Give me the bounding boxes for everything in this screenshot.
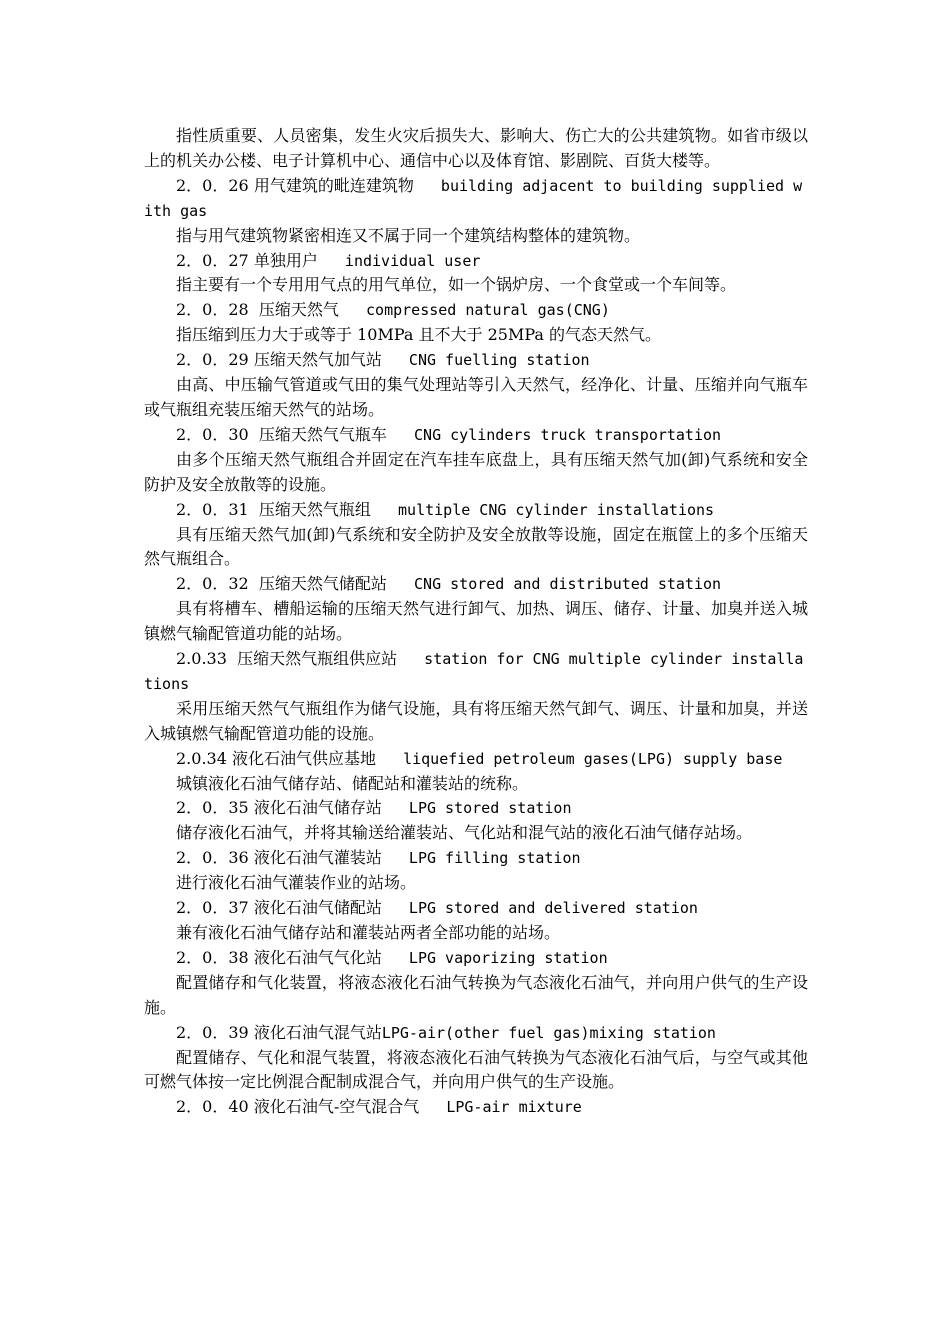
term-heading bbox=[144, 498, 808, 523]
term-heading bbox=[144, 1021, 808, 1046]
term-chinese: 单独用户 bbox=[253, 250, 318, 270]
term-english: building adjacent to building supplied with gas bbox=[144, 176, 803, 220]
term-number: 2．0．28 bbox=[176, 300, 259, 320]
term-heading bbox=[144, 423, 808, 448]
term-heading bbox=[144, 298, 808, 323]
term-definition: 配置储存和气化装置，将液态液化石油气转换为气态液化石油气，并向用户供气的生产设施。 bbox=[144, 972, 808, 1017]
term-definition: 城镇液化石油气储存站、储配站和灌装站的统称。 bbox=[176, 773, 529, 793]
term-english: multiple CNG cylinder installations bbox=[370, 500, 715, 519]
term-english: LPG stored and delivered station bbox=[381, 899, 698, 918]
term-heading bbox=[144, 647, 808, 697]
term-number: 2．0．30 bbox=[176, 424, 259, 444]
term-english: LPG-air(other fuel gas)mixing station bbox=[381, 1023, 716, 1042]
term-definition: 配置储存、气化和混气装置，将液态液化石油气转换为气态液化石油气后，与空气或其他可燃气体按一定比例混合配制成混合气，并向用户供气的生产设施。 bbox=[144, 1047, 808, 1092]
term-chinese: 液化石油气供应基地 bbox=[231, 748, 376, 768]
term-number: 2．0．38 bbox=[176, 947, 254, 967]
term-chinese: 压缩天然气瓶组供应站 bbox=[237, 649, 398, 669]
term-definition: 指与用气建筑物紧密相连又不属于同一个建筑结构整体的建筑物。 bbox=[176, 225, 641, 245]
term-chinese: 液化石油气-空气混合气 bbox=[253, 1097, 420, 1117]
document-page bbox=[144, 124, 808, 1120]
term-definition: 指压缩到压力大于或等于 10MPa 且不大于 25MPa 的气态天然气。 bbox=[176, 325, 662, 345]
term-definition: 指性质重要、人员密集，发生火灾后损失大、影响大、伤亡大的公共建筑物。如省市级以上的机关办公楼、电子计算机中心、通信中心以及体育馆、影剧院、百货大楼等。 bbox=[144, 126, 808, 170]
term-english: LPG stored station bbox=[381, 799, 572, 818]
term-heading bbox=[144, 1095, 808, 1120]
term-heading bbox=[144, 796, 808, 821]
term-chinese: 压缩天然气储配站 bbox=[258, 574, 387, 594]
term-number: 2．0．31 bbox=[176, 499, 259, 519]
term-number: 2．0．39 bbox=[176, 1022, 254, 1042]
term-heading bbox=[144, 348, 808, 373]
term-number: 2．0．32 bbox=[176, 574, 259, 594]
term-number: 2．0．27 bbox=[176, 250, 254, 270]
term-heading bbox=[144, 846, 808, 871]
term-number: 2．0．40 bbox=[176, 1097, 254, 1117]
term-chinese: 液化石油气气化站 bbox=[253, 947, 382, 967]
term-definition: 采用压缩天然气气瓶组作为储气设施，具有将压缩天然气卸气、调压、计量和加臭，并送入城镇燃气输配管道功能的设施。 bbox=[144, 698, 808, 743]
term-definition: 进行液化石油气灌装作业的站场。 bbox=[176, 873, 417, 893]
term-english: individual user bbox=[317, 251, 481, 270]
term-definition: 指主要有一个专用用气点的用气单位，如一个锅炉房、一个食堂或一个车间等。 bbox=[176, 275, 737, 295]
term-heading bbox=[144, 747, 808, 772]
term-number: 2．0．26 bbox=[176, 175, 254, 195]
term-number: 2．0．36 bbox=[176, 848, 254, 868]
term-heading bbox=[144, 174, 808, 224]
term-chinese: 压缩天然气 bbox=[258, 300, 339, 320]
term-definition: 储存液化石油气，并将其输送给灌装站、气化站和混气站的液化石油气储存站场。 bbox=[176, 823, 753, 843]
term-chinese: 用气建筑的毗连建筑物 bbox=[253, 175, 414, 195]
term-english: CNG stored and distributed station bbox=[386, 575, 722, 594]
term-english: compressed natural gas(CNG) bbox=[338, 301, 610, 320]
term-english: liquefied petroleum gases(LPG) supply base bbox=[376, 749, 783, 768]
term-number: 2．0．37 bbox=[176, 898, 254, 918]
term-number: 2.0.33 bbox=[176, 649, 238, 669]
term-english: LPG-air mixture bbox=[419, 1098, 582, 1117]
term-number: 2．0．35 bbox=[176, 798, 254, 818]
term-chinese: 压缩天然气气瓶车 bbox=[258, 424, 387, 444]
term-chinese: 液化石油气储存站 bbox=[253, 798, 382, 818]
term-number: 2．0．29 bbox=[176, 350, 254, 370]
term-english: CNG fuelling station bbox=[381, 351, 590, 370]
term-definition: 兼有液化石油气储存站和灌装站两者全部功能的站场。 bbox=[176, 923, 561, 942]
term-chinese: 液化石油气灌装站 bbox=[253, 848, 382, 868]
term-heading bbox=[144, 946, 808, 971]
term-english: CNG cylinders truck transportation bbox=[386, 425, 722, 444]
term-chinese: 压缩天然气瓶组 bbox=[258, 499, 371, 519]
term-english: station for CNG multiple cylinder installations bbox=[144, 650, 804, 693]
term-heading bbox=[144, 249, 808, 274]
term-definition: 由多个压缩天然气瓶组合并固定在汽车挂车底盘上，具有压缩天然气加(卸)气系统和安全防护及安全放散等的设施。 bbox=[144, 449, 808, 494]
term-english: LPG filling station bbox=[381, 849, 581, 868]
term-english: LPG vaporizing station bbox=[381, 948, 608, 967]
term-heading bbox=[144, 896, 808, 921]
term-heading bbox=[144, 572, 808, 597]
term-number: 2.0.34 bbox=[176, 748, 232, 768]
term-definition: 具有将槽车、槽船运输的压缩天然气进行卸气、加热、调压、储存、计量、加臭并送入城镇燃气输配管道功能的站场。 bbox=[144, 599, 808, 644]
term-chinese: 液化石油气储配站 bbox=[253, 898, 382, 918]
term-definition: 具有压缩天然气加(卸)气系统和安全防护及安全放散等设施，固定在瓶筐上的多个压缩天然气瓶组合。 bbox=[144, 524, 808, 569]
term-definition: 由高、中压输气管道或气田的集气处理站等引入天然气，经净化、计量、压缩并向气瓶车或气瓶组充装压缩天然气的站场。 bbox=[144, 375, 808, 419]
term-chinese: 液化石油气混气站 bbox=[253, 1022, 382, 1042]
term-chinese: 压缩天然气加气站 bbox=[253, 350, 382, 370]
